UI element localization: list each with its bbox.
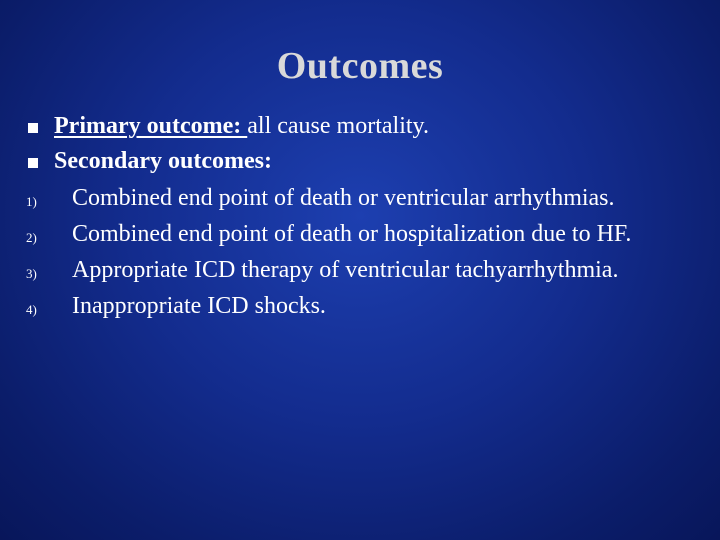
bullet-label: Primary outcome: — [54, 113, 248, 139]
numbered-item-4 — [26, 292, 706, 324]
bullet-primary-outcome — [26, 112, 706, 140]
numbered-item-2 — [26, 220, 706, 252]
bullet-label: Secondary outcomes: — [54, 148, 272, 174]
item-text: Inappropriate ICD shocks. — [72, 293, 326, 319]
bullet-text — [54, 112, 429, 140]
numbered-item-3 — [26, 256, 706, 288]
square-bullet-icon — [28, 123, 38, 133]
slide-title: Outcomes — [276, 45, 444, 87]
slide-body — [26, 112, 706, 328]
item-text: Combined end point of death or hospitalization due to HF. — [72, 221, 632, 247]
square-bullet-icon — [28, 158, 38, 168]
item-text: Combined end point of death or ventricular arrhythmias. — [72, 185, 615, 211]
item-number: 4) — [26, 302, 37, 317]
item-text: Appropriate ICD therapy of ventricular tachyarrhythmia. — [72, 257, 619, 283]
numbered-item-1 — [26, 184, 706, 216]
item-number: 2) — [26, 230, 37, 245]
bullet-secondary-outcomes — [26, 147, 706, 175]
bullet-value: all cause mortality. — [247, 113, 429, 139]
item-number: 3) — [26, 266, 37, 281]
item-number: 1) — [26, 194, 37, 209]
